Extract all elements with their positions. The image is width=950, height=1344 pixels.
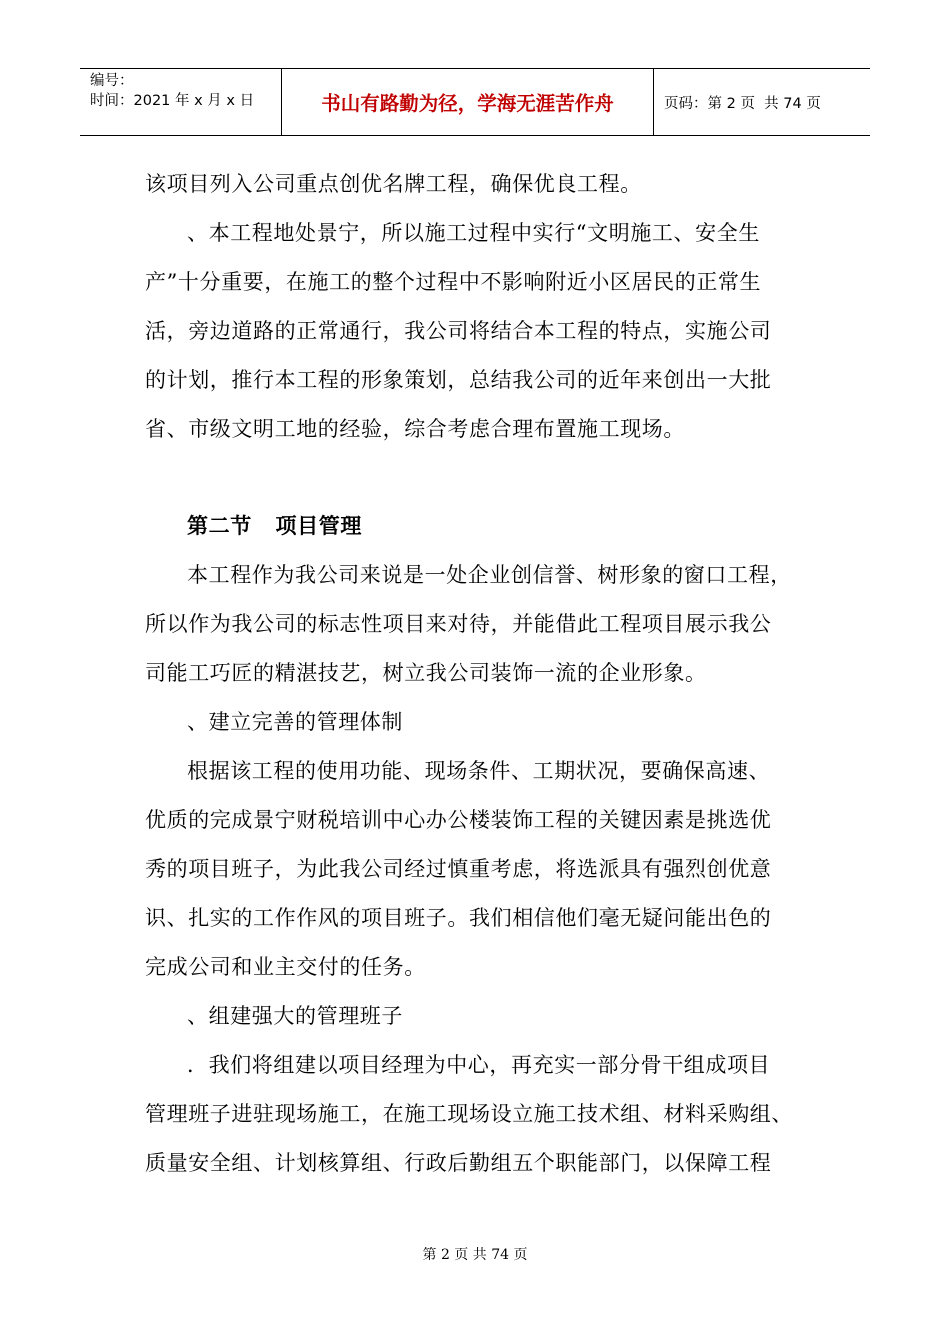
- serial-number-label: 编号：: [90, 73, 134, 89]
- paragraph-line: 产”十分重要，在施工的整个过程中不影响附近小区居民的正常生: [145, 270, 762, 294]
- paragraph-line: 省、市级文明工地的经验，综合考虑合理布置施工现场。: [145, 417, 685, 441]
- header-page-info: 页码：第 2 页 共 74 页: [664, 95, 821, 112]
- paragraph-line: 优质的完成景宁财税培训中心办公楼装饰工程的关键因素是挑选优: [145, 808, 772, 832]
- subheading: 、组建强大的管理班子: [187, 1004, 403, 1028]
- paragraph-line: 管理班子进驻现场施工，在施工现场设立施工技术组、材料采购组、: [145, 1102, 793, 1126]
- paragraph-line: 本工程作为我公司来说是一处企业创信誉、树形象的窗口工程，: [187, 563, 792, 587]
- header-page-cell: [654, 69, 870, 135]
- document-header: [80, 68, 870, 136]
- page-footer: 第 2 页 共 74 页: [422, 1247, 528, 1263]
- document-body: [145, 160, 815, 1188]
- paragraph-line: 该项目列入公司重点创优名牌工程，确保优良工程。: [145, 172, 642, 196]
- section-gap: [145, 454, 815, 502]
- header-meta-cell: [80, 69, 282, 135]
- paragraph-line: 根据该工程的使用功能、现场条件、工期状况，要确保高速、: [187, 759, 771, 783]
- section-title: 第二节 项目管理: [187, 514, 362, 538]
- paragraph-line: 的计划，推行本工程的形象策划，总结我公司的近年来创出一大批: [145, 368, 772, 392]
- paragraph-line: 司能工巧匠的精湛技艺，树立我公司装饰一流的企业形象。: [145, 661, 707, 685]
- paragraph-line: 活，旁边道路的正常通行，我公司将结合本工程的特点，实施公司: [145, 319, 772, 343]
- date-line: 时间：2021 年 x 月 x 日: [90, 93, 255, 109]
- subheading: 、建立完善的管理体制: [187, 710, 403, 734]
- paragraph-line: 秀的项目班子，为此我公司经过慎重考虑，将选派具有强烈创优意: [145, 857, 772, 881]
- header-motto-cell: [282, 69, 654, 135]
- paragraph-line: 质量安全组、计划核算组、行政后勤组五个职能部门，以保障工程: [145, 1151, 772, 1175]
- paragraph-line: ．我们将组建以项目经理为中心，再充实一部分骨干组成项目: [187, 1053, 771, 1077]
- paragraph-line: 识、扎实的工作作风的项目班子。我们相信他们毫无疑问能出色的: [145, 906, 772, 930]
- paragraph-line: 、本工程地处景宁，所以施工过程中实行“文明施工、安全生: [187, 221, 760, 245]
- motto-text: 书山有路勤为径，学海无涯苦作舟: [321, 92, 614, 115]
- paragraph-line: 所以作为我公司的标志性项目来对待，并能借此工程项目展示我公: [145, 612, 772, 636]
- paragraph-line: 完成公司和业主交付的任务。: [145, 955, 426, 979]
